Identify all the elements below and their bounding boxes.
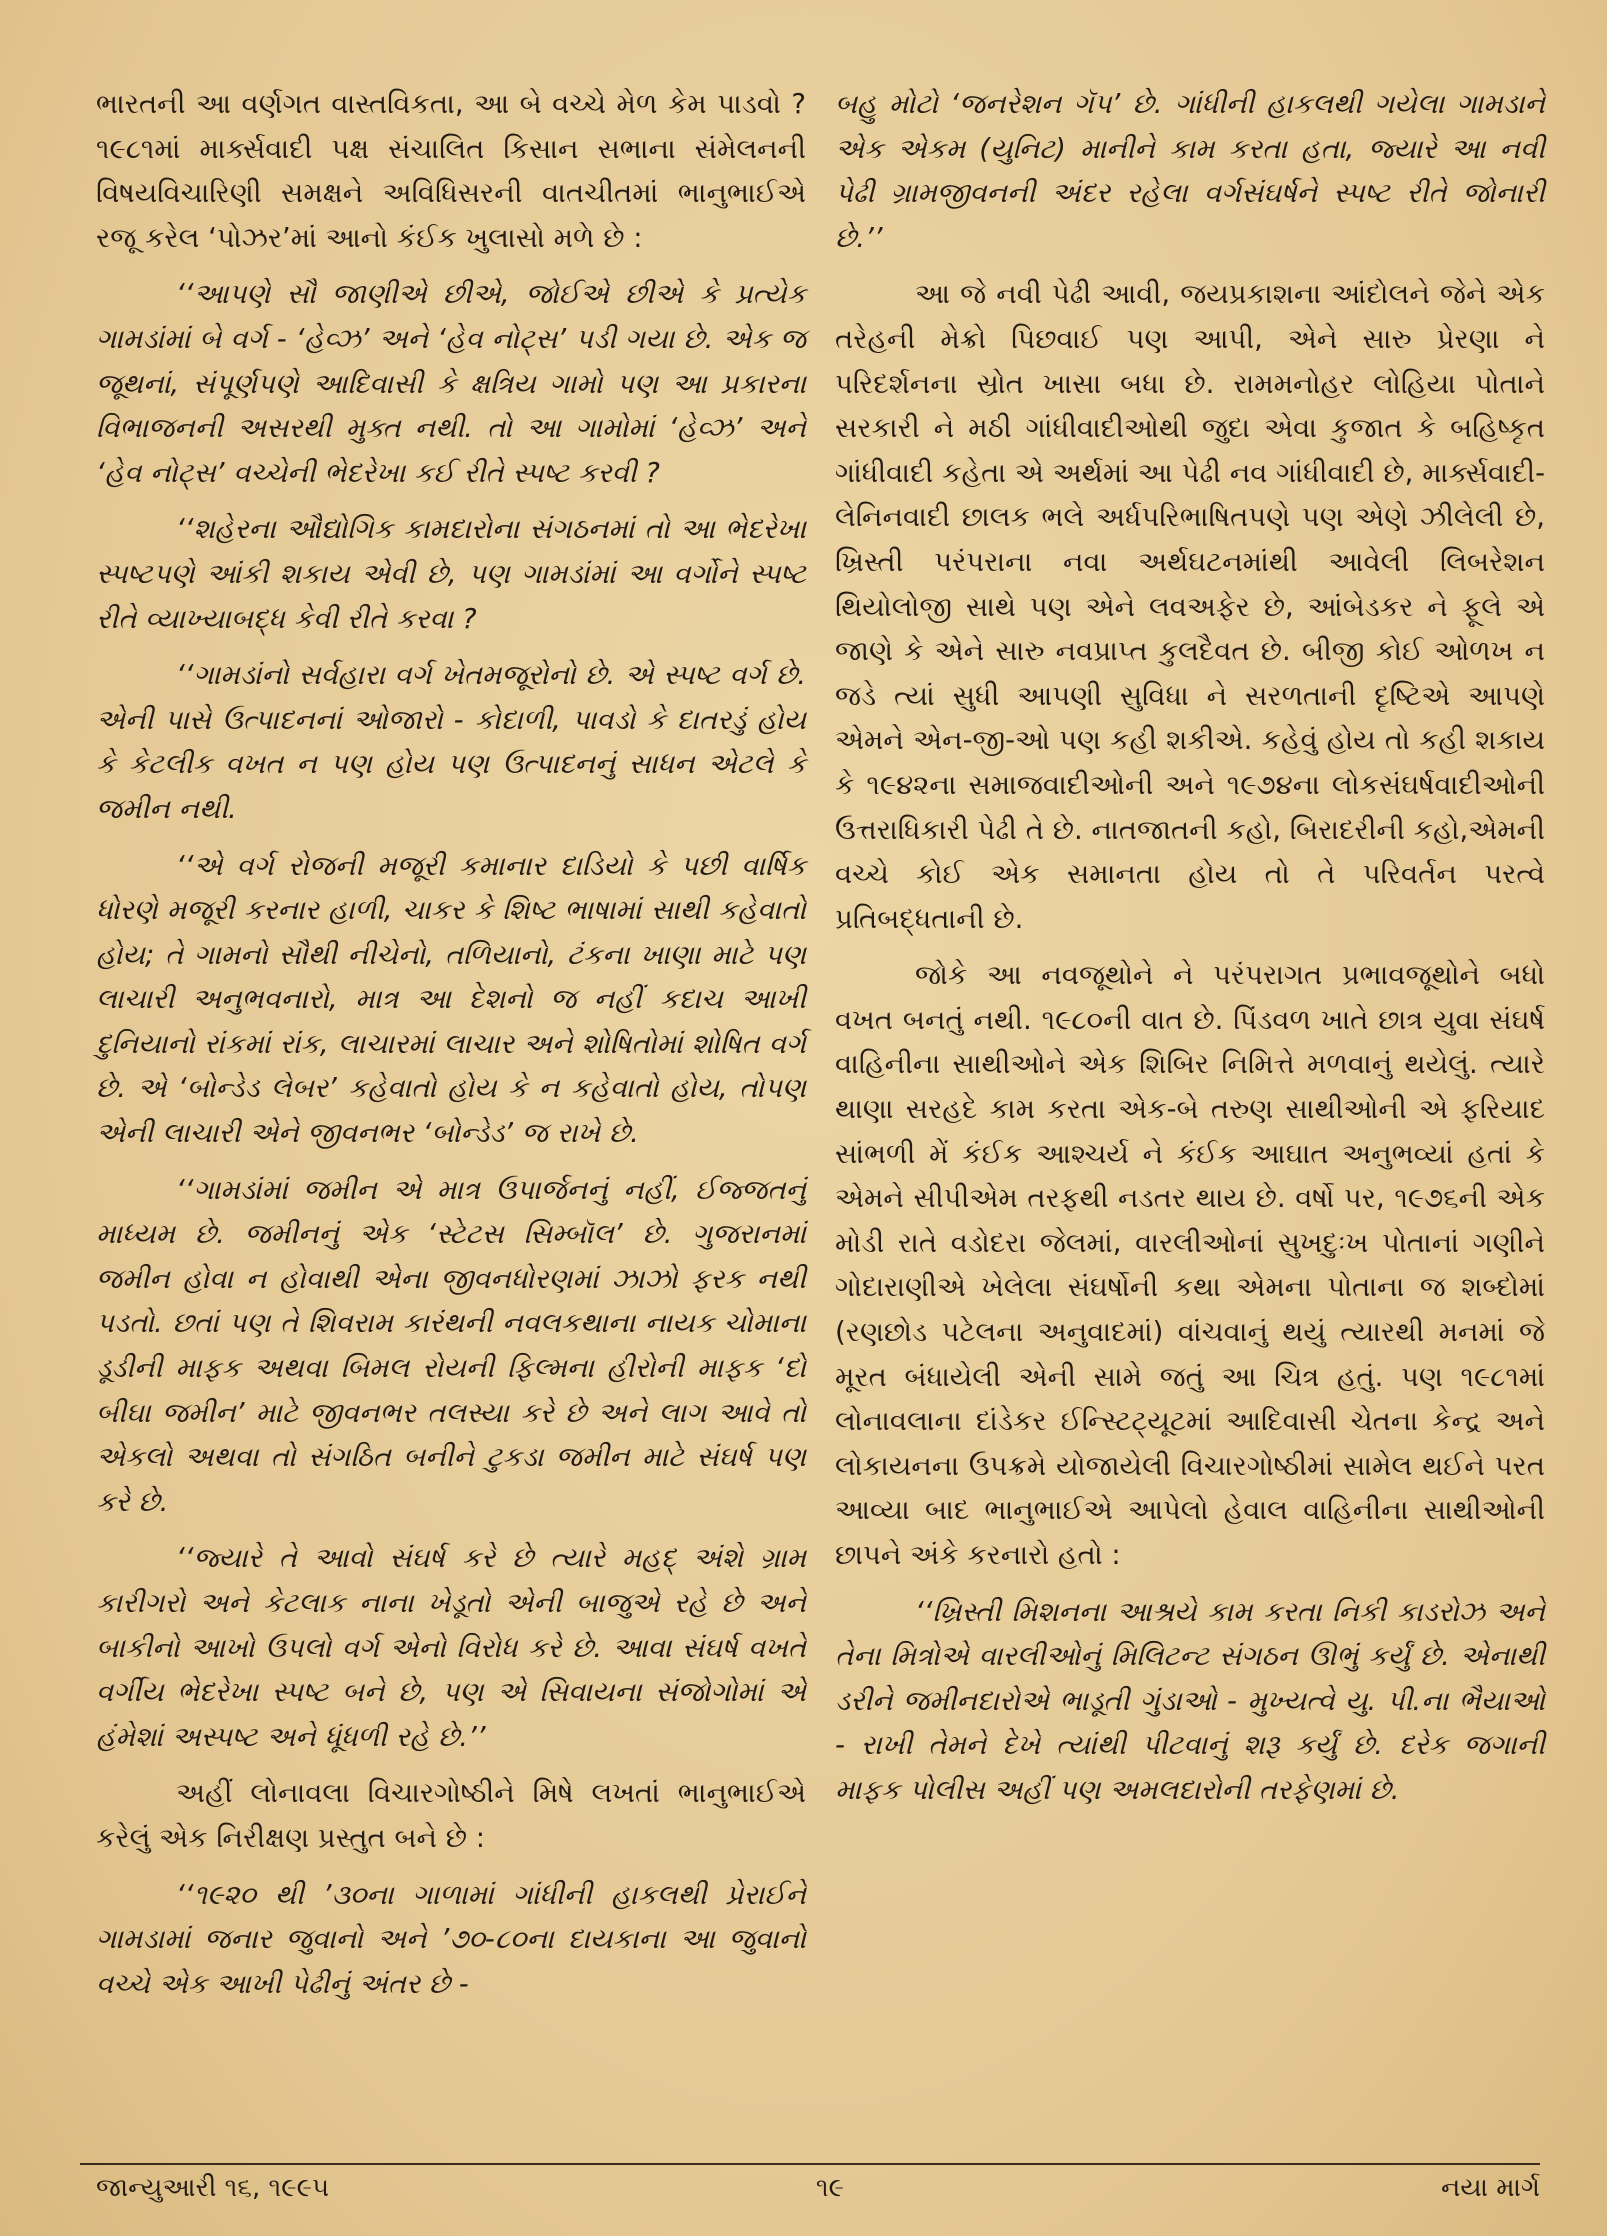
paragraph: અહીં લોનાવલા વિચારગોષ્ઠીને મિષે લખતાં ભાનુભાઈએ કરેલું એક નિરીક્ષણ પ્રસ્તુત બને છે : (96, 1777, 806, 1854)
quote-paragraph: ‘‘ગામડાંનો સર્વહારા વર્ગ ખેતમજૂરોનો છે. એ સ્પષ્ટ વર્ગ છે. એની પાસે ઉત્પાદનનાં ઓજારો - કોદાળી, પાવડો કે દાતરડું હોય કે કેટલીક વખત ન પણ હોય પણ ઉત્પાદનનું સાધન એટલે કે જમીન નથી. (96, 659, 806, 825)
quote-paragraph: બહુ મોટો ‘જનરેશન ગૅપ’ છે. ગાંધીની હાકલથી ગયેલા ગામડાને એક એકમ (યુનિટ) માનીને કામ કરતા હતા, જ્યારે આ નવી પેઢી ગ્રામજીવનની અંદર રહેલા વર્ગસંઘર્ષને સ્પષ્ટ રીતે જોનારી છે.’’ (835, 88, 1545, 254)
quote-paragraph: ‘‘ખ્રિસ્તી મિશનના આશ્રયે કામ કરતા નિકી કાડરોઝ અને તેના મિત્રોએ વારલીઓનું મિલિટન્ટ સંગઠન ઊભું કર્યું છે. એનાથી ડરીને જમીનદારોએ ભાડૂતી ગુંડાઓ - મુખ્યત્વે યુ. પી.ના ભૈયાઓ - રાખી તેમને દેખે ત્યાંથી પીટવાનું શરૂ કર્યું છે. દરેક જગાની માફક પોલીસ અહીં પણ અમલદારોની તરફેણમાં છે. (835, 1595, 1545, 1806)
quote-paragraph: ‘‘૧૯૨૦ થી ’૩૦ના ગાળામાં ગાંધીની હાકલથી પ્રેરાઈને ગામડામાં જનાર જુવાનો અને ’૭૦-૮૦ના દાયકાના આ જુવાનો વચ્ચે એક આખી પેઢીનું અંતર છે - (96, 1878, 806, 2000)
paragraph: ભારતની આ વર્ણગત વાસ્તવિકતા, આ બે વચ્ચે મેળ કેમ પાડવો ? ૧૯૮૧માં માર્ક્સવાદી પક્ષ સંચાલિત કિસાન સભાના સંમેલનની વિષયવિચારિણી સમક્ષને અવિધિસરની વાતચીતમાં ભાનુભાઈએ રજૂ કરેલ ‘પોઝર’માં આનો કંઈક ખુલાસો મળે છે : (96, 88, 806, 254)
left-column (96, 82, 806, 2018)
quote-paragraph: ‘‘આપણે સૌ જાણીએ છીએ, જોઈએ છીએ કે પ્રત્યેક ગામડાંમાં બે વર્ગ - ‘હેવ્ઝ’ અને ‘હેવ નોટ્સ’ પડી ગયા છે. એક જ જૂથનાં, સંપૂર્ણપણે આદિવાસી કે ક્ષત્રિય ગામો પણ આ પ્રકારના વિભાજનની અસરથી મુક્ત નથી. તો આ ગામોમાં ‘હેવ્ઝ’ અને ‘હેવ નોટ્સ’ વચ્ચેની ભેદરેખા કઈ રીતે સ્પષ્ટ કરવી ? (96, 278, 806, 489)
quote-paragraph: ‘‘જ્યારે તે આવો સંઘર્ષ કરે છે ત્યારે મહદ્ અંશે ગ્રામ કારીગરો અને કેટલાક નાના ખેડૂતો એની બાજુએ રહે છે અને બાકીનો આખો ઉપલો વર્ગ એનો વિરોધ કરે છે. આવા સંઘર્ષ વખતે વર્ગીય ભેદરેખા સ્પષ્ટ બને છે, પણ એ સિવાયના સંજોગોમાં એ હંમેશાં અસ્પષ્ટ અને ધૂંધળી રહે છે.’’ (96, 1542, 806, 1753)
footer-date: જાન્યુઆરી ૧૬, ૧૯૯૫ (96, 2173, 330, 2203)
right-column (835, 82, 1545, 1825)
paragraph: જોકે આ નવજૂથોને ને પરંપરાગત પ્રભાવજૂથોને બધો વખત બનતું નથી. ૧૯૮૦ની વાત છે. પિંડવળ ખાતે છાત્ર યુવા સંઘર્ષ વાહિનીના સાથીઓને એક શિબિર નિમિત્તે મળવાનું થયેલું. ત્યારે થાણા સરહદે કામ કરતા એક-બે તરુણ સાથીઓની એ ફરિયાદ સાંભળી મેં કંઈક આશ્ચર્ય ને કંઈક આઘાત અનુભવ્યાં હતાં કે એમને સીપીએમ તરફથી નડતર થાય છે. વર્ષો પર, ૧૯૭૬ની એક મોડી રાતે વડોદરા જેલમાં, વારલીઓનાં સુખદુઃખ પોતાનાં ગણીને ગોદારાણીએ ખેલેલા સંઘર્ષોની કથા એમના પોતાના જ શબ્દોમાં (રણછોડ પટેલના અનુવાદમાં) વાંચવાનું થયું ત્યારથી મનમાં જે મૂરત બંધાયેલી એની સામે જતું આ ચિત્ર હતું. પણ ૧૯૮૧માં લોનાવલાના દાંડેકર ઈન્સ્ટિટ્યૂટમાં આદિવાસી ચેતના કેન્દ્ર અને લોકાયનના ઉપક્રમે યોજાયેલી વિચારગોષ્ઠીમાં સામેલ થઈને પરત આવ્યા બાદ ભાનુભાઈએ આપેલો હેવાલ વાહિનીના સાથીઓની છાપને અંકે કરનારો હતો : (835, 959, 1545, 1571)
paragraph: આ જે નવી પેઢી આવી, જયપ્રકાશના આંદોલને જેને એક તરેહની મેક્રો પિછવાઈ પણ આપી, એને સારુ પ્રેરણા ને પરિદર્શનના સ્રોત ખાસા બધા છે. રામમનોહર લોહિયા પોતાને સરકારી ને મઠી ગાંધીવાદીઓથી જુદા એવા કુજાત કે બહિષ્કૃત ગાંધીવાદી કહેતા એ અર્થમાં આ પેઢી નવ ગાંધીવાદી છે, માર્ક્સવાદી-લેનિનવાદી છાલક ભલે અર્ધપરિભાષિતપણે પણ એણે ઝીલેલી છે, ખ્રિસ્તી પરંપરાના નવા અર્થઘટનમાંથી આવેલી લિબરેશન થિયોલોજી સાથે પણ એને લવઅફેર છે, આંબેડકર ને ફૂલે એ જાણે કે એને સારુ નવપ્રાપ્ત કુલદૈવત છે. બીજી કોઈ ઓળખ ન જડે ત્યાં સુધી આપણી સુવિધા ને સરળતાની દૃષ્ટિએ આપણે એમને એન-જી-ઓ પણ કહી શકીએ. કહેવું હોય તો કહી શકાય કે ૧૯૪૨ના સમાજવાદીઓની અને ૧૯૭૪ના લોકસંઘર્ષવાદીઓની ઉત્તરાધિકારી પેઢી તે છે. નાતજાતની કહો, બિરાદરીની કહો,એમની વચ્ચે કોઈ એક સમાનતા હોય તો તે પરિવર્તન પરત્વે પ્રતિબદ્ધતાની છે. (835, 278, 1545, 935)
footer-divider (80, 2163, 1540, 2165)
quote-paragraph: ‘‘શહેરના ઔદ્યોગિક કામદારોના સંગઠનમાં તો આ ભેદરેખા સ્પષ્ટપણે આંકી શકાય એવી છે, પણ ગામડાંમાં આ વર્ગોને સ્પષ્ટ રીતે વ્યાખ્યાબદ્ધ કેવી રીતે કરવા ? (96, 513, 806, 635)
quote-paragraph: ‘‘એ વર્ગ રોજની મજૂરી કમાનાર દાડિયો કે પછી વાર્ષિક ધોરણે મજૂરી કરનાર હાળી, ચાકર કે શિષ્ટ ભાષામાં સાથી કહેવાતો હોય; તે ગામનો સૌથી નીચેનો, તળિયાનો, ટંકના ખાણા માટે પણ લાચારી અનુભવનારો, માત્ર આ દેશનો જ નહીં કદાચ આખી દુનિયાનો રાંકમાં રાંક, લાચારમાં લાચાર અને શોષિતોમાં શોષિત વર્ગ છે. એ ‘બોન્ડેડ લેબર’ કહેવાતો હોય કે ન કહેવાતો હોય, તોપણ એની લાચારી એને જીવનભર ‘બોન્ડેડ’ જ રાખે છે. (96, 849, 806, 1150)
magazine-name: નયા માર્ગ (1440, 2173, 1540, 2203)
page-number: ૧૯ (815, 2173, 845, 2203)
quote-paragraph: ‘‘ગામડાંમાં જમીન એ માત્ર ઉપાર્જનનું નહીં, ઈજ્જતનું માધ્યમ છે. જમીનનું એક ‘સ્ટેટસ સિમ્બૉલ’ છે. ગુજરાનમાં જમીન હોવા ન હોવાથી એના જીવનધોરણમાં ઝાઝો ફરક નથી પડતો. છતાં પણ તે શિવરામ કારંથની નવલકથાના નાયક ચોમાના ડૂડીની માફક અથવા બિમલ રોયની ફિલ્મના હીરોની માફક ‘દો બીઘા જમીન’ માટે જીવનભર તલસ્યા કરે છે અને લાગ આવે તો એકલો અથવા તો સંગઠિત બનીને ટુકડા જમીન માટે સંઘર્ષ પણ કરે છે. (96, 1173, 806, 1518)
